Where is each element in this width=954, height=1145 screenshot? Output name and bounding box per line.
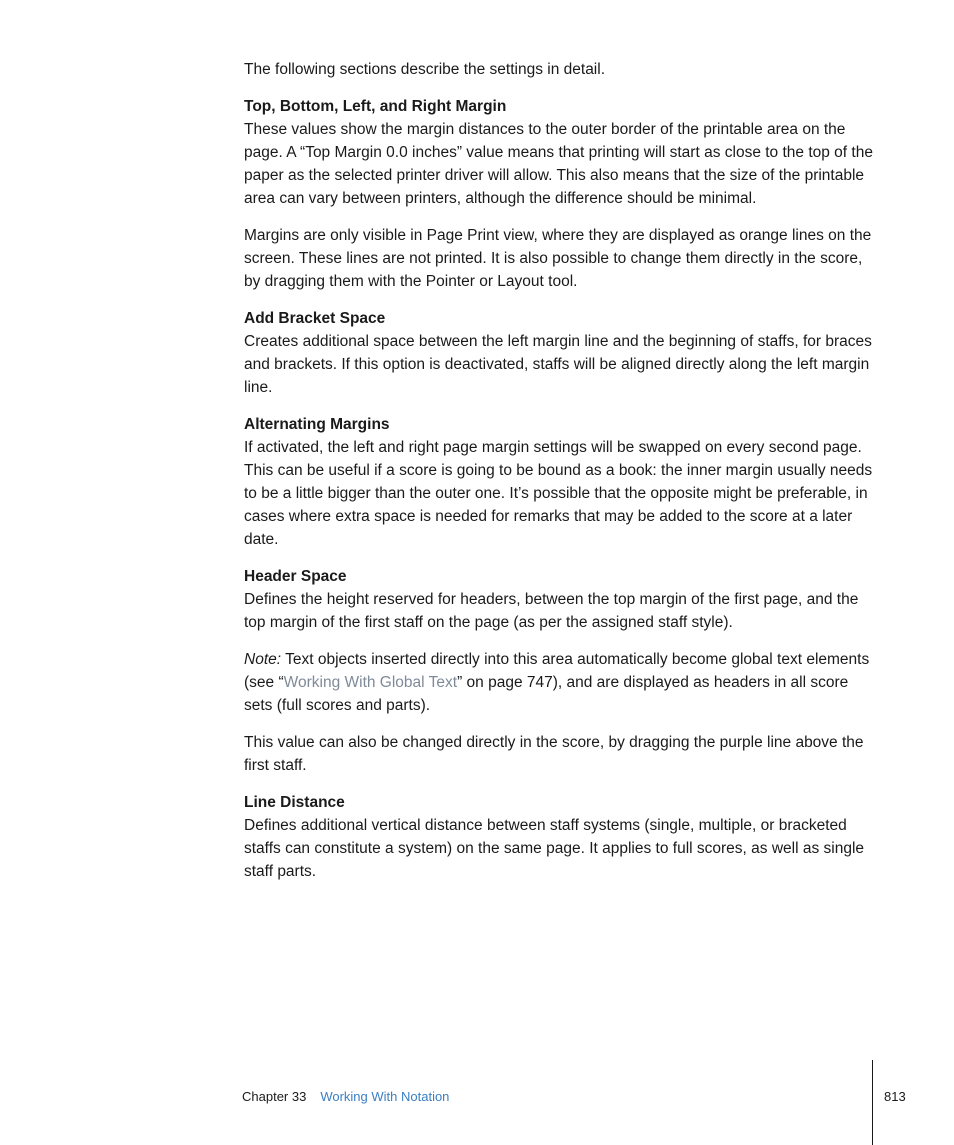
note-text-after: ” on page 747), and are displayed as headers in all score sets (full scores and parts). bbox=[244, 674, 849, 714]
margins-paragraph-1: These values show the margin distances to the outer border of the printable area on the page. A “Top Margin 0.0 inches” value means that printing will start as close to the top of the paper as the selected printer driver will allow. This also means that the size of the printable area can vary between printers, although the difference should be minimal. bbox=[244, 121, 873, 207]
page-body bbox=[244, 58, 874, 897]
footer-chapter: Chapter 33 bbox=[242, 1089, 307, 1104]
line-distance-paragraph: Defines additional vertical distance between staff systems (single, multiple, or bracketed staffs can constitute a system) on the same page. It applies to full scores, as well as single staff parts. bbox=[244, 817, 865, 880]
header-space-note bbox=[244, 648, 874, 717]
page-footer bbox=[242, 1088, 449, 1106]
header-space-paragraph: Defines the height reserved for headers, between the top margin of the first page, and the top margin of the first staff on the page (as per the assigned staff style). bbox=[244, 591, 859, 631]
page-number: 813 bbox=[884, 1089, 906, 1104]
intro-paragraph: The following sections describe the settings in detail. bbox=[244, 61, 606, 78]
section-heading-bracket-space: Add Bracket Space bbox=[244, 310, 386, 327]
section-heading-header-space: Header Space bbox=[244, 568, 347, 585]
footer-divider bbox=[872, 1060, 873, 1145]
header-space-after-note: This value can also be changed directly in the score, by dragging the purple line above the first staff. bbox=[244, 734, 864, 774]
note-text-before: Text objects inserted directly into this area automatically become global text elements (see “ bbox=[244, 651, 870, 691]
footer-chapter-link[interactable]: Working With Notation bbox=[320, 1089, 450, 1104]
note-label: Note: bbox=[244, 651, 282, 668]
section-heading-margins: Top, Bottom, Left, and Right Margin bbox=[244, 98, 507, 115]
margins-paragraph-2: Margins are only visible in Page Print view, where they are displayed as orange lines on the screen. These lines are not printed. It is also possible to change them directly in the score, by dragging them with the Pointer or Layout tool. bbox=[244, 227, 872, 290]
section-heading-line-distance: Line Distance bbox=[244, 794, 345, 811]
global-text-link[interactable]: Working With Global Text bbox=[283, 674, 458, 691]
section-heading-alternating-margins: Alternating Margins bbox=[244, 416, 390, 433]
bracket-space-paragraph: Creates additional space between the left margin line and the beginning of staffs, for braces and brackets. If this option is deactivated, staffs will be aligned directly along the left margin line. bbox=[244, 333, 872, 396]
alternating-margins-paragraph: If activated, the left and right page margin settings will be swapped on every second page. This can be useful if a score is going to be bound as a book: the inner margin usually needs to be a little bigger than the outer one. It’s possible that the opposite might be preferable, in cases where extra space is needed for remarks that may be added to the score at a later date. bbox=[244, 439, 873, 548]
